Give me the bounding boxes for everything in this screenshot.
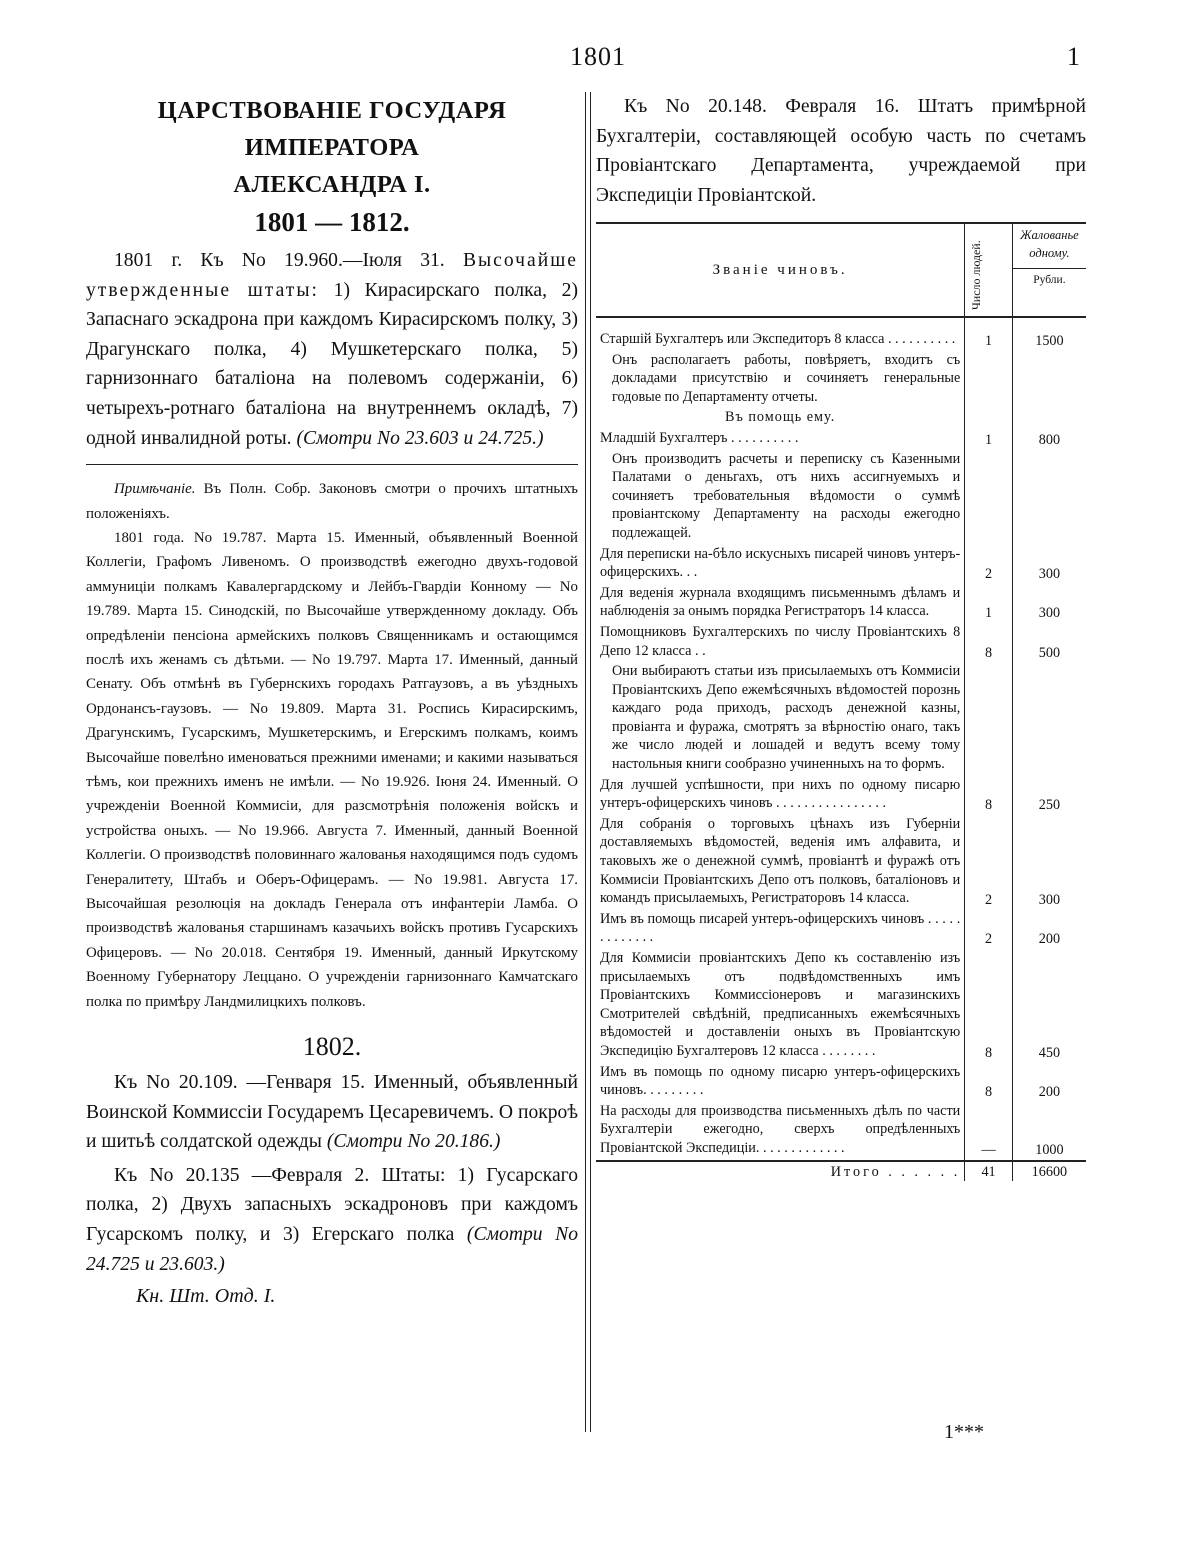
salary-cell — [1012, 450, 1086, 545]
entry-reference: (Смотри No 20.186.) — [326, 1131, 501, 1153]
duty-description: Онъ производитъ расчеты и переписку съ Казенными Палатами о деньгахъ, отъ нихъ ассигнуемыхъ и сочиняетъ требовательныя вѣдомости о суммѣ провіантскому Департаменту на расходы ежегодно подлежащей. — [612, 450, 961, 541]
table-row — [596, 429, 1086, 450]
count-cell: 8 — [965, 776, 1013, 815]
count-cell: — — [965, 1102, 1013, 1161]
salary-cell: 450 — [1038, 1044, 1061, 1061]
right-column — [596, 92, 1086, 1181]
count-cell — [965, 662, 1013, 776]
page-year-header: 1801 — [570, 42, 626, 71]
table-row — [596, 351, 1086, 409]
table-row — [596, 330, 1086, 351]
staff-table-body — [596, 317, 1086, 1161]
entry-text: Къ No 20.109. —Генваря 15. Именный, объявленный Воинской Коммиссіи Государемъ Цесаревичемъ. О покроѣ и шитьѣ солдатской одежды — [86, 1072, 578, 1153]
salary-cell: 1500 — [1035, 333, 1064, 349]
count-cell — [965, 450, 1013, 545]
total-row — [596, 1161, 1086, 1181]
entry-text: Къ No 20.135 —Февраля 2. Штаты: 1) Гусарскаго полка, 2) Двухъ запасныхъ эскадроновъ при каждомъ Гусарскомъ полку, и 3) Егерскаго полка — [86, 1164, 578, 1246]
note-label: Примѣчаніе. — [114, 481, 196, 498]
table-row — [596, 623, 1086, 662]
rank-cell: Имъ въ помощь писарей унтеръ-офицерскихъ чиновъ . . . . . . . . . . . . . — [600, 910, 961, 946]
table-row — [596, 776, 1086, 815]
rank-cell: Для собранія о торговыхъ цѣнахъ изъ Губерніи доставляемыхъ вѣдомостей, веденія имъ алфавита, и таковыхъ же о денежной суммѣ, провіантѣ и фуражѣ отъ Коммисіи Провіантскихъ Депо отъ полковъ, баталіоновъ и командъ присылаемыхъ, Регистраторовъ 14 класса. — [600, 815, 961, 907]
table-row — [596, 662, 1086, 776]
salary-cell: 1000 — [1035, 1141, 1064, 1158]
rank-cell: На расходы для производства письменныхъ дѣлъ по части Бухгалтеріи ежегодно, сверхъ опредѣленныхъ Провіантской Экспедиціи. . . . . . . . . . . . . — [600, 1102, 961, 1156]
rank-cell: Для веденія журнала входящимъ письменнымъ дѣламъ и наблюденія за онымъ порядка Регистраторъ 14 класса. — [600, 584, 961, 620]
count-cell — [965, 408, 1013, 429]
table-row — [596, 545, 1086, 584]
staff-table — [596, 222, 1086, 1181]
note-paragraph-2: 1801 года. No 19.787. Марта 15. Именный, объявленный Военной Коллегіи, Графомъ Ливеномъ. О производствѣ ежегодно двухъ-годовой аммуниціи полкамъ Кавалергардскому и Лейбъ-Гвардіи Конному — No 19.789. Марта 15. Синодскій, по Высочайше утвержденному докладу. Объ опредѣленіи пенсіона армейскихъ полковъ Священникамъ и остающимся послѣ ихъ женамъ съ дѣтьми. — No 19.797. Марта 17. Именный, данный Сенату. Объ отмѣнѣ въ Губернскихъ городахъ Ратгаузовъ, а въ уѣздныхъ Ордонансъ-гаузовъ. — No 19.809. Марта 31. Роспись Кирасирскимъ, Драгунскимъ, Гусарскимъ, Мушкетерскимъ, и Егерскимъ полкамъ, коимъ Высочайше повелѣно именоваться прежними именами; и какими называться тѣмъ, кои прежнихъ именъ не имѣли. — No 19.926. Іюня 24. Именный. О учрежденіи Военной Коммисіи, для разсмотрѣнія положенія войскъ и устройства оныхъ. — No 19.966. Августа 7. Именный, данный Военной Коллегіи. О производствѣ половиннаго жалованья находящимся подъ судомъ Генералитету, Штабъ и Оберъ-Офицерамъ. — No 19.981. Августа 17. Высочайшая резолюція на докладъ Генерала отъ инфантеріи Ламба. О производствѣ жалованья старшинамъ казачьихъ войскъ противъ Гусарскихъ Офицеровъ. — No 20.018. Сентября 19. Именный, данный Иркутскому Военному Губернатору Леццано. О учрежденіи гарнизоннаго Камчатскаго полка по примѣру Ландмилицкихъ полковъ. — [86, 529, 578, 1010]
table-row — [596, 584, 1086, 623]
page-number: 1 — [1067, 42, 1080, 71]
table-row — [596, 910, 1086, 949]
entry-1802-uniform — [86, 1068, 578, 1157]
salary-cell: 300 — [1038, 566, 1061, 583]
header-salary — [1012, 223, 1086, 317]
rank-cell: Для Коммисіи провіантскихъ Депо къ составленію изъ присылаемыхъ отъ подвѣдомственныхъ имъ Провіантскихъ Коммиссіонеровъ и магазинскихъ Смотрителей свѣдѣній, предписанныхъ ежемѣсячныхъ вѣдомостей и доставленіи оныхъ въ Провіантскую Экспедицію Бухгалтеровъ 12 класса . . . . . . . . — [600, 950, 961, 1059]
reign-title-line2: АЛЕКСАНДРА I. — [233, 171, 431, 198]
note-paragraph-1 — [86, 477, 578, 526]
rank-cell: Старшій Бухгалтеръ или Экспедиторъ 8 класса . . . . . . . . . . — [600, 331, 956, 347]
total-salary: 16600 — [1012, 1161, 1086, 1181]
count-cell: 8 — [965, 1063, 1013, 1102]
entry-reference: (Смотри No 23.603 и 24.725.) — [296, 427, 544, 449]
reign-title-line1: ЦАРСТВОВАНІЕ ГОСУДАРЯ ИМПЕРАТОРА — [157, 97, 507, 161]
table-row — [596, 408, 1086, 429]
header-rank: Званіе чиновъ. — [596, 223, 965, 317]
note-text: Въ Полн. Собр. Законовъ смотри о прочихъ штатныхъ положеніяхъ. — [86, 481, 578, 522]
signature-mark: 1*** — [944, 1421, 984, 1443]
reign-years: 1801 — 1812. — [254, 207, 410, 237]
duty-description: Онъ располагаетъ работы, повѣряетъ, входитъ съ докладами присутствію и сочиняетъ генеральные годовые по Департаменту отчеты. — [612, 351, 961, 405]
left-column — [86, 92, 578, 1308]
section-subheading: Въ помощь ему. — [724, 409, 836, 426]
table-row — [596, 949, 1086, 1063]
salary-cell: 300 — [1038, 605, 1061, 622]
entry-spaced-heading: Высочайше утвержденные штаты: — [86, 250, 578, 301]
entry-1802-staffs — [86, 1161, 578, 1279]
salary-cell — [1012, 662, 1086, 776]
book-section-footer: Кн. Шт. Отд. I. — [136, 1285, 276, 1308]
entry-reference: (Смотри No 24.725 и 23.603.) — [86, 1224, 578, 1275]
count-cell — [965, 351, 1013, 409]
rank-cell: Имъ въ помощь по одному писарю унтеръ-офицерскихъ чиновъ. . . . . . . . . — [600, 1063, 961, 1099]
header-salary-label: Жалованье одному. — [1020, 228, 1079, 260]
entry-1801-staffs — [86, 246, 578, 453]
total-count: 41 — [965, 1161, 1013, 1181]
reign-title — [86, 92, 578, 203]
count-cell: 8 — [965, 949, 1013, 1063]
table-row — [596, 450, 1086, 545]
count-cell: 1 — [965, 429, 1013, 450]
header-count — [965, 223, 1013, 317]
salary-cell: 500 — [1038, 644, 1061, 661]
table-row — [596, 1063, 1086, 1102]
salary-cell: 300 — [1038, 892, 1061, 909]
count-cell: 2 — [965, 545, 1013, 584]
divider — [86, 464, 578, 465]
header-salary-unit: Рубли. — [1013, 268, 1086, 289]
rank-cell: Помощниковъ Бухгалтерскихъ по числу Провіантскихъ 8 Депо 12 класса . . — [600, 623, 961, 659]
salary-cell: 200 — [1038, 931, 1061, 948]
count-cell: 2 — [965, 815, 1013, 910]
salary-cell — [1012, 408, 1086, 429]
year-1802-heading: 1802. — [302, 1032, 362, 1062]
rank-cell: Младшій Бухгалтеръ . . . . . . . . . . — [600, 429, 799, 446]
count-cell: 8 — [965, 623, 1013, 662]
count-cell: 1 — [965, 330, 1013, 351]
salary-cell: 250 — [1038, 797, 1061, 814]
salary-cell: 200 — [1038, 1084, 1061, 1101]
header-count-label: Число людей. — [969, 240, 984, 310]
rank-cell: Для лучшей успѣшности, при нихъ по одному писарю унтеръ-офицерскихъ чиновъ . . . . . . . . . . . . . . . . — [600, 776, 961, 812]
entry-lead: 1801 г. Къ No 19.960.—Іюля 31. — [114, 250, 463, 271]
total-label: Итого . . . . . . — [596, 1161, 965, 1181]
rank-cell: Для переписки на-бѣло искусныхъ писарей чиновъ унтеръ-офицерскихъ. . . — [600, 545, 961, 581]
duty-description: Они выбираютъ статьи изъ присылаемыхъ отъ Коммисіи Провіантскихъ Депо ежемѣсячныхъ вѣдомостей порознь каждаго рода приходъ, расходъ денежной казны, провіанта и фуража, смотрятъ за вѣрностію онаго, такъ же число людей и лошадей и ведутъ всему тому настольныя книги сообразно учиненныхъ на то формъ. — [612, 663, 961, 773]
salary-cell — [1012, 351, 1086, 409]
salary-cell: 800 — [1038, 431, 1061, 448]
column-divider — [585, 92, 591, 1432]
table-row — [596, 1102, 1086, 1161]
staff-decree-heading: Къ No 20.148. Февраля 16. Штатъ примѣрной Бухгалтеріи, составляющей особую часть по счетамъ Провіантскаго Департамента, учреждаемой при Экспедиціи Провіантской. — [596, 96, 1086, 206]
count-cell: 2 — [965, 910, 1013, 949]
count-cell: 1 — [965, 584, 1013, 623]
entry-body: 1) Кирасирскаго полка, 2) Запаснаго эскадрона при каждомъ Кирасирскомъ полку, 3) Драгунскаго полка, 4) Мушкетерскаго полка, 5) гарнизоннаго баталіона на полевомъ содержаніи, 6) четырехъ-ротнаго баталіона на внутреннемъ окладѣ, 7) одной инвалидной роты. — [86, 279, 578, 449]
table-row — [596, 815, 1086, 910]
